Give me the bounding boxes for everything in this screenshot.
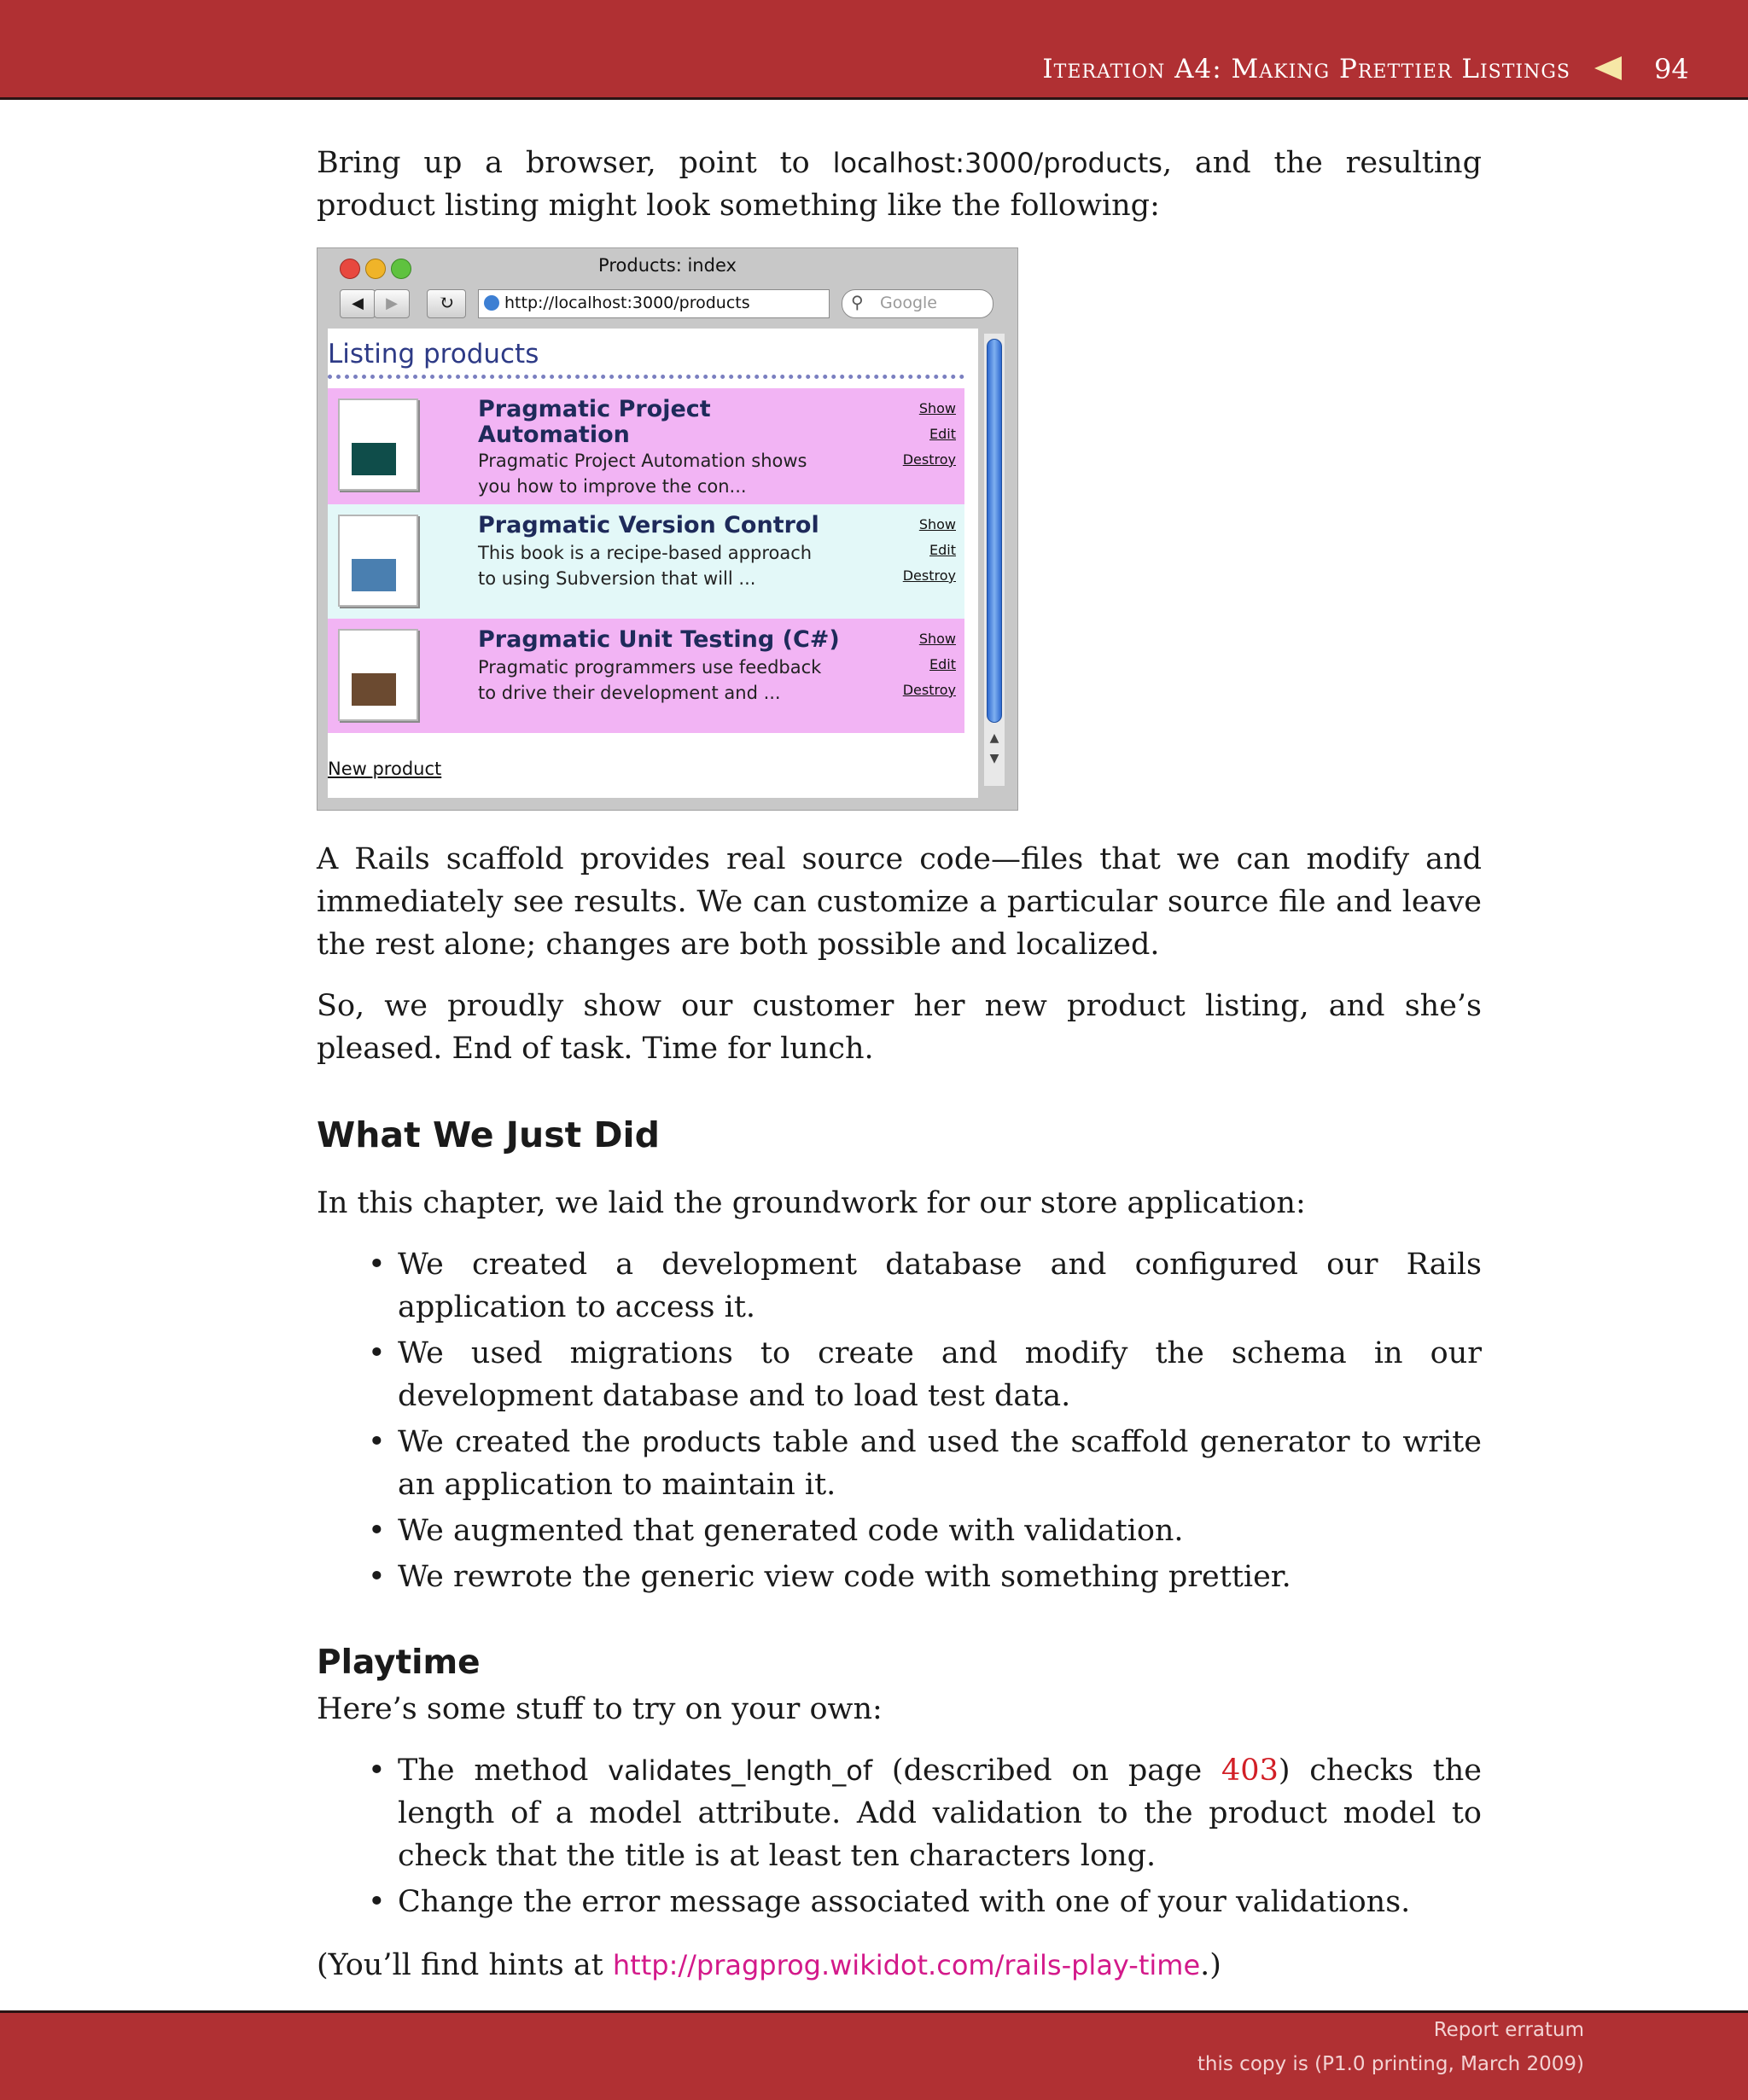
scroll-thumb[interactable]	[987, 339, 1002, 723]
product-description: Pragmatic Project Automation shows	[478, 451, 807, 471]
edit-link[interactable]: Edit	[929, 656, 956, 672]
browser-screenshot	[317, 247, 1018, 811]
bullet-icon: •	[368, 1248, 386, 1282]
scrollbar[interactable]	[984, 334, 1005, 786]
product-title: Automation	[478, 422, 630, 448]
list-item: • Change the error message associated with one of your validations.	[317, 1881, 1482, 1923]
heading-rule	[328, 375, 964, 379]
section-heading: Playtime	[317, 1643, 481, 1682]
window-titlebar	[318, 248, 1017, 282]
product-description: Pragmatic programmers use feedback	[478, 657, 822, 678]
bullet-icon: •	[368, 1336, 386, 1370]
search-placeholder: Google	[880, 294, 938, 312]
list-item: • We created the products table and used the scaffold generator to write an application to maintain it.	[317, 1421, 1482, 1506]
window-title: Products: index	[598, 255, 737, 276]
scroll-down-icon[interactable]: ▼	[989, 752, 999, 765]
list-item: • The method validates_length_of (described on page 403) checks the length of a model attribute. Add validation to the product model to check that the title is at least ten characters long.	[317, 1749, 1482, 1877]
edit-link[interactable]: Edit	[929, 542, 956, 558]
back-button[interactable]: ◀	[340, 289, 376, 318]
product-title: Pragmatic Version Control	[478, 512, 819, 538]
bullet-icon: •	[368, 1425, 386, 1459]
product-description: to drive their development and ...	[478, 683, 781, 703]
bullet-icon: •	[368, 1560, 386, 1594]
book-cover-image	[338, 629, 418, 721]
product-title: Pragmatic Project	[478, 396, 711, 422]
section-lead: In this chapter, we laid the groundwork for our store application:	[317, 1186, 1306, 1220]
page-reference-link[interactable]: 403	[1221, 1754, 1279, 1788]
inline-code: localhost:3000/products	[832, 147, 1162, 179]
scroll-up-icon[interactable]: ▲	[989, 731, 999, 745]
listing-heading: Listing products	[328, 339, 539, 369]
new-product-link[interactable]: New product	[328, 759, 442, 779]
destroy-link[interactable]: Destroy	[902, 567, 956, 584]
book-cover-image	[338, 398, 418, 491]
intro-paragraph: Bring up a browser, point to localhost:3000/products, and the resulting product listing might look something like the following:	[317, 146, 1482, 223]
search-icon: ⚲	[851, 292, 864, 312]
page-header-band	[0, 0, 1748, 100]
report-erratum-link[interactable]: Report erratum	[1433, 2019, 1584, 2041]
forward-button[interactable]: ▶	[374, 289, 410, 318]
globe-icon	[484, 295, 499, 311]
product-row	[328, 504, 964, 619]
done-list	[317, 1243, 1482, 1602]
product-row	[328, 619, 964, 733]
list-item: • We created a development database and configured our Rails application to access it.	[317, 1243, 1482, 1329]
list-item: • We augmented that generated code with validation.	[317, 1510, 1482, 1552]
destroy-link[interactable]: Destroy	[902, 451, 956, 468]
product-row	[328, 388, 964, 504]
show-link[interactable]: Show	[918, 631, 956, 647]
search-field[interactable]	[842, 289, 993, 318]
scaffold-paragraph: A Rails scaffold provides real source code—files that we can modify and immediately see results. We can customize a particular source file and leave the rest alone; changes are both possible and localized.	[317, 842, 1482, 962]
hint-paragraph: (You’ll find hints at http://pragprog.wikidot.com/rails-play-time.)	[317, 1948, 1221, 1982]
product-description: you how to improve the con...	[478, 476, 747, 497]
section-heading: What We Just Did	[317, 1114, 660, 1155]
lunch-paragraph: So, we proudly show our customer her new product listing, and she’s pleased. End of task. Time for lunch.	[317, 989, 1482, 1066]
product-description: This book is a recipe-based approach	[478, 543, 813, 563]
inline-code: products	[642, 1426, 761, 1458]
hint-link[interactable]: http://pragprog.wikidot.com/rails-play-time	[612, 1949, 1201, 1981]
page-number: 94	[1654, 53, 1689, 85]
inline-code: validates_length_of	[608, 1754, 873, 1787]
bullet-icon: •	[368, 1514, 386, 1548]
reload-button[interactable]: ↻	[427, 289, 466, 318]
bullet-icon: •	[368, 1885, 386, 1919]
url-bar[interactable]	[478, 289, 830, 318]
running-header-title: Iteration A4: Making Prettier Listings	[1042, 54, 1570, 84]
bullet-icon: •	[368, 1754, 386, 1788]
product-description: to using Subversion that will ...	[478, 568, 756, 589]
section-lead: Here’s some stuff to try on your own:	[317, 1692, 883, 1726]
page-content	[328, 329, 978, 798]
list-item: • We used migrations to create and modify the schema in our development database and to load test data.	[317, 1332, 1482, 1417]
show-link[interactable]: Show	[918, 516, 956, 532]
playtime-list	[317, 1749, 1482, 1927]
url-text: http://localhost:3000/products	[504, 294, 750, 312]
product-title: Pragmatic Unit Testing (C#)	[478, 626, 840, 653]
edit-link[interactable]: Edit	[929, 426, 956, 442]
destroy-link[interactable]: Destroy	[902, 682, 956, 698]
back-arrow-icon[interactable]	[1594, 56, 1622, 80]
copy-notice: this copy is (P1.0 printing, March 2009)	[1197, 2053, 1584, 2075]
book-cover-image	[338, 515, 418, 607]
list-item: • We rewrote the generic view code with something prettier.	[317, 1556, 1482, 1598]
show-link[interactable]: Show	[918, 400, 956, 416]
